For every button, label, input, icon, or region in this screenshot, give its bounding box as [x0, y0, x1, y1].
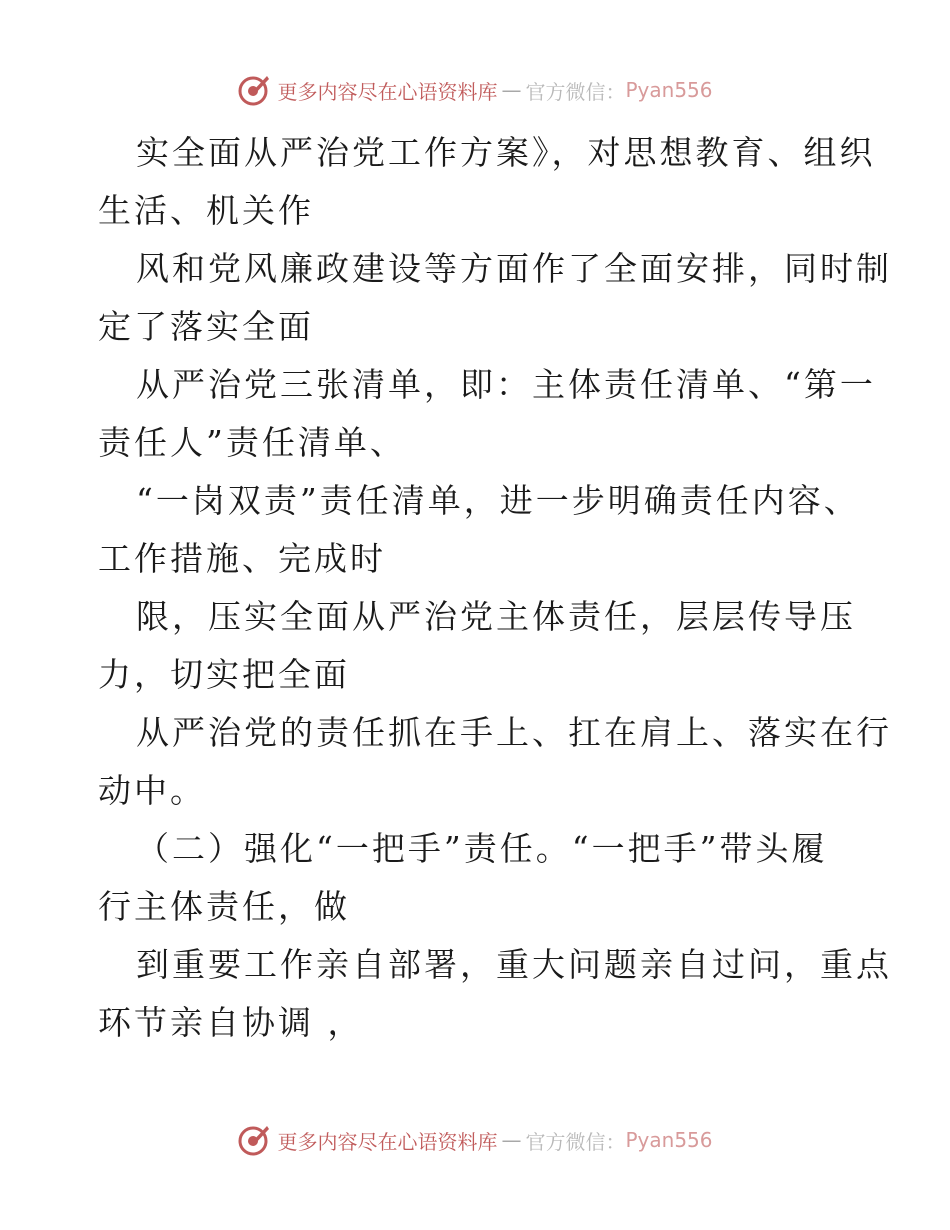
- body-line: 限，压实全面从严治党主体责任，层层传导压: [136, 597, 856, 636]
- body-line: “一岗双责”责任清单，进一步明确责任内容、: [136, 481, 860, 520]
- body-line: 实全面从严治党工作方案》，对思想教育、组织: [136, 133, 876, 172]
- header-separator: —: [501, 78, 522, 102]
- body-line: 风和党风廉政建设等方面作了全面安排，同时制: [136, 249, 892, 288]
- body-line-wrap: 生活、机关作: [98, 191, 314, 230]
- header-banner: [0, 70, 950, 110]
- body-line-wrap: 动中。: [98, 771, 206, 810]
- feather-logo-icon: [237, 73, 271, 107]
- document-body: [98, 124, 892, 1052]
- footer-wechat-label: 官方微信：: [525, 1129, 626, 1154]
- body-line-wrap: 力，切实把全面: [98, 655, 350, 694]
- header-wechat-id: Pyan556: [625, 78, 713, 102]
- footer-site-text: 更多内容尽在心语资料库: [277, 1129, 498, 1154]
- footer-separator: —: [501, 1128, 522, 1152]
- body-line-wrap: 行主体责任，做: [98, 887, 350, 926]
- body-line: （二）强化“一把手”责任。“一把手”带头履: [136, 829, 828, 868]
- body-line-wrap: 责任人”责任清单、: [98, 423, 406, 462]
- header-wechat-label: 官方微信：: [525, 79, 626, 104]
- footer-wechat-id: Pyan556: [625, 1128, 713, 1152]
- body-line-wrap: 工作措施、完成时: [98, 539, 386, 578]
- feather-logo-icon: [237, 1123, 271, 1157]
- footer-banner: [0, 1120, 950, 1160]
- header-site-text: 更多内容尽在心语资料库: [277, 79, 498, 104]
- body-line: 从严治党的责任抓在手上、扛在肩上、落实在行: [136, 713, 892, 752]
- body-line: 从严治党三张清单，即：主体责任清单、“第一: [136, 365, 876, 404]
- body-line-wrap: 环节亲自协调 ，: [98, 1003, 364, 1042]
- body-line-wrap: 定了落实全面: [98, 307, 314, 346]
- body-line: 到重要工作亲自部署，重大问题亲自过问，重点: [136, 945, 892, 984]
